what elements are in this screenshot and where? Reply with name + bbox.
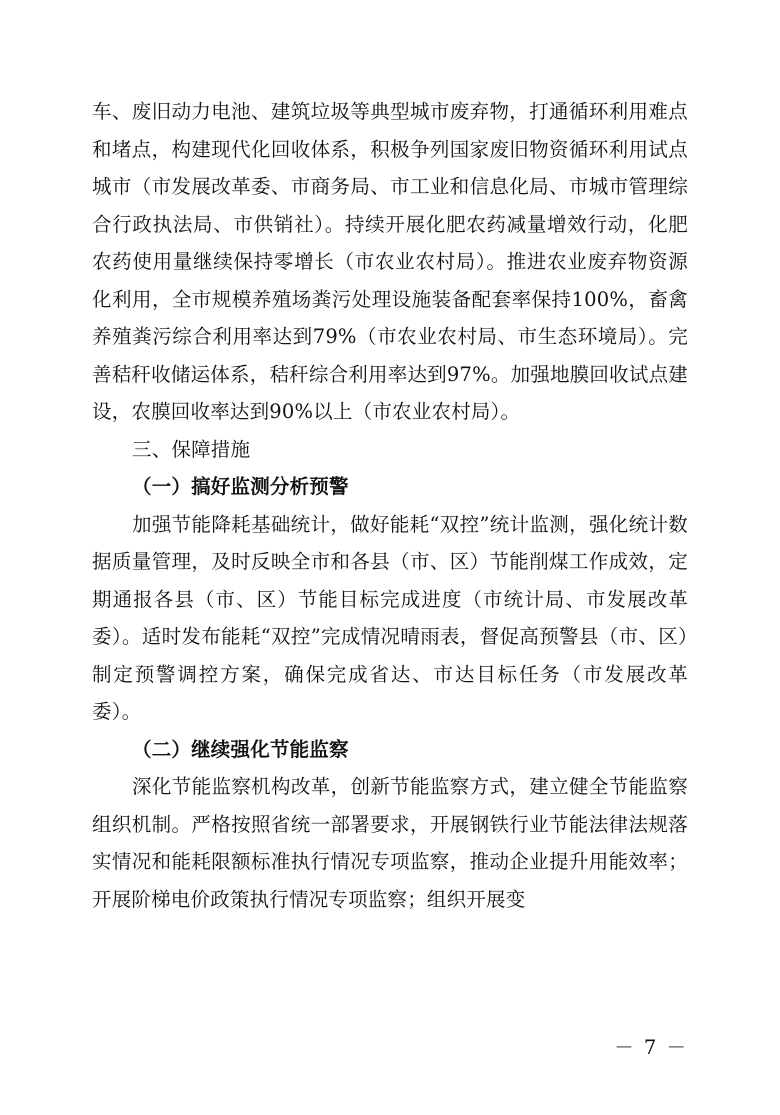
section-heading: 三、保障措施 xyxy=(132,437,251,461)
paragraph-monitoring: 加强节能降耗基础统计，做好能耗“双控”统计监测，强化统计数据质量管理，及时反映全市和各县（市、区）节能削煤工作成效，定期通报各县（市、区）节能目标完成进度（市统计局、市发展改革委）。适时发布能耗“双控”完成情况晴雨表，督促高预警县（市、区）制定预警调控方案，确保完成省达、市达目标任务（市发展改革委）。 xyxy=(92,512,688,723)
document-body xyxy=(92,93,688,918)
paragraph-continued: 车、废旧动力电池、建筑垃圾等典型城市废弃物，打通循环利用难点和堵点，构建现代化回收体系，积极争列国家废旧物资循环利用试点城市（市发展改革委、市商务局、市工业和信息化局、市城市管理综合行政执法局、市供销社）。持续开展化肥农药减量增效行动，化肥农药使用量继续保持零增长（市农业农村局）。推进农业废弃物资源化利用，全市规模养殖场粪污处理设施装备配套率保持100%，畜禽养殖粪污综合利用率达到79%（市农业农村局、市生态环境局）。完善秸秆收储运体系，秸秆综合利用率达到97%。加强地膜回收试点建设，农膜回收率达到90%以上（市农业农村局）。 xyxy=(92,100,688,423)
page-number: － 7 － xyxy=(614,1036,688,1059)
subsection-heading-inspection: （二）继续强化节能监察 xyxy=(132,737,349,761)
paragraph-inspection: 深化节能监察机构改革，创新节能监察方式，建立健全节能监察组织机制。严格按照省统一部署要求，开展钢铁行业节能法律法规落实情况和能耗限额标准执行情况专项监察，推动企业提升用能效率；开展阶梯电价政策执行情况专项监察；组织开展变 xyxy=(92,775,688,911)
subsection-heading-monitoring: （一）搞好监测分析预警 xyxy=(132,475,349,498)
